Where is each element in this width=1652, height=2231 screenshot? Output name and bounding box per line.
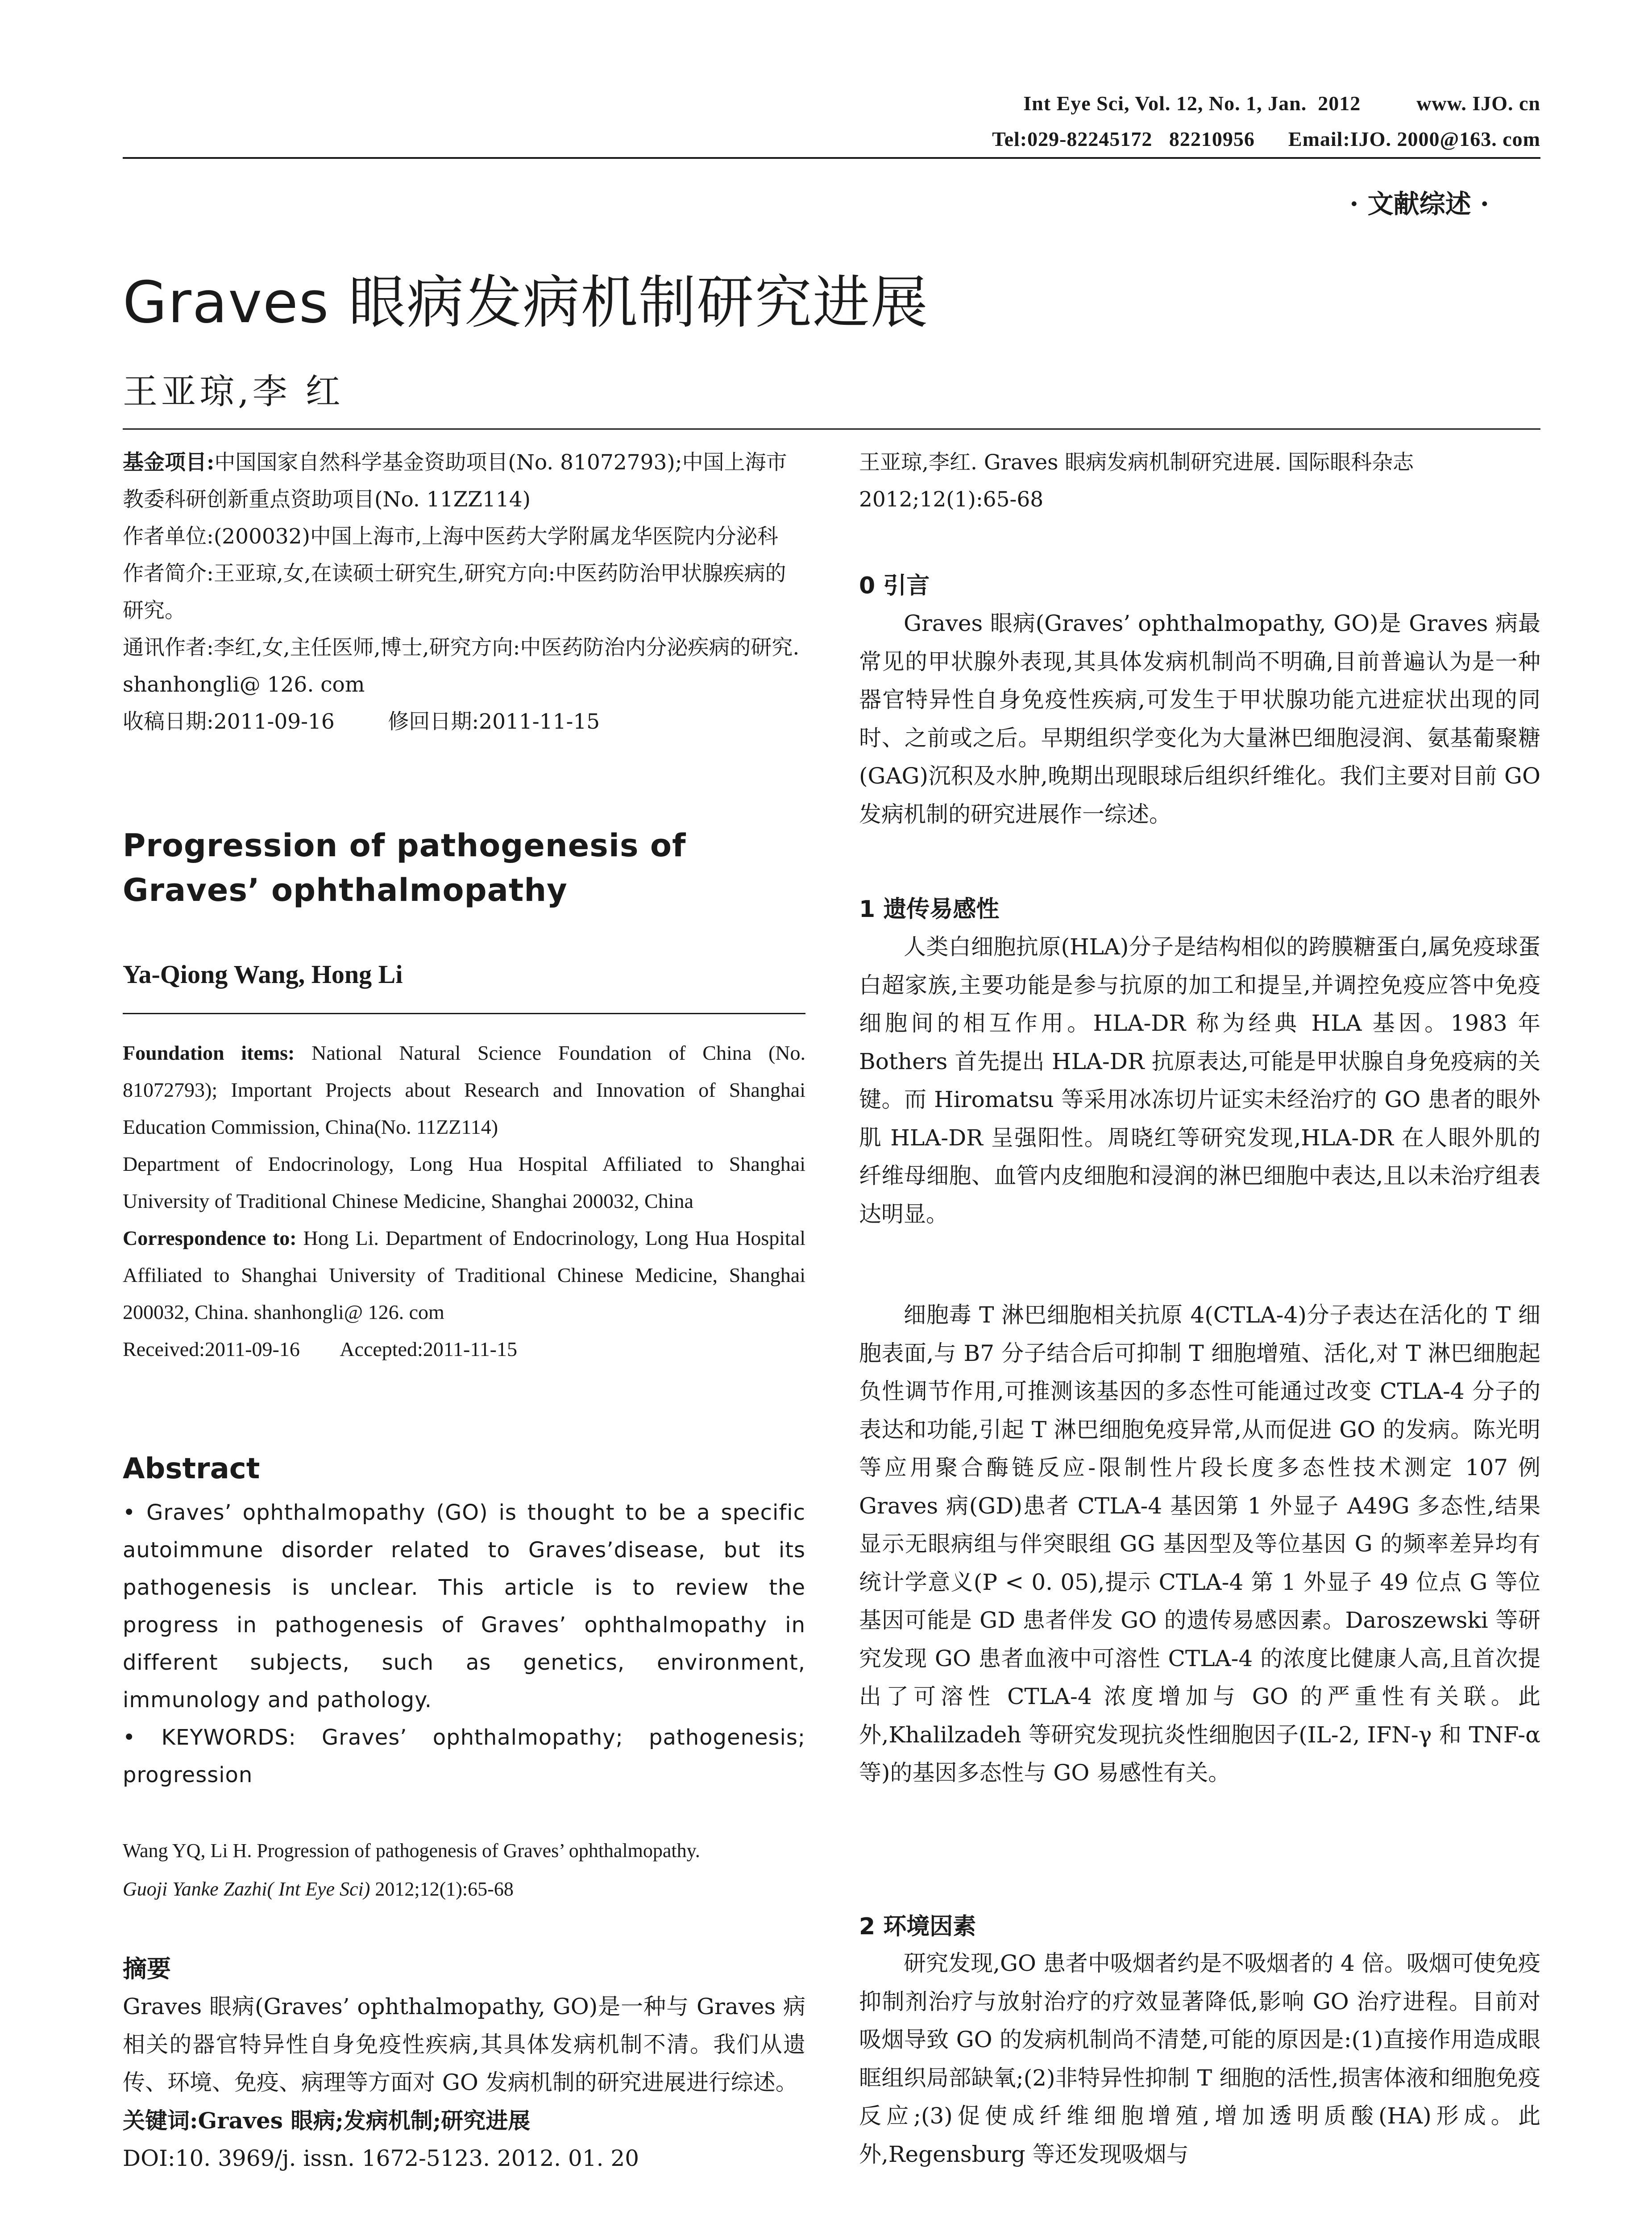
zhaiyao-heading: 摘要	[123, 1954, 171, 1983]
section-2-heading: 2 环境因素	[859, 1913, 976, 1940]
foundation-en-label: Foundation items:	[123, 1041, 295, 1064]
correspondence-en-text: Hong Li. Department of Endocrinology, Long Hua Hospital Affiliated to Shanghai University of Traditional Chinese Medicine, Shanghai 200032, China. shanhongli@ 126. com	[123, 1227, 805, 1323]
section-0-heading: 0 引言	[859, 572, 930, 599]
section-1-paragraph-2: 细胞毒 T 淋巴细胞相关抗原 4(CTLA-4)分子表达在活化的 T 细胞表面,与 B7 分子结合后可抑制 T 细胞增殖、活化,对 T 淋巴细胞起负性调节作用,可推测该基因的多态性可能通过改变 CTLA-4 分子的表达和功能,引起 T 淋巴细胞免疫异常,从而促进 GO 的发病。陈光明等应用聚合酶链反应-限制性片段长度多态性技术测定 107 例 Graves 病(GD)患者 CTLA-4 基因第 1 外显子 A49G 多态性,结果显示无眼病组与伴突眼组 GG 基因型及等位基因 G 的频率差异均有统计学意义(P < 0. 05),提示 CTLA-4 第 1 外显子 49 位点 G 等位基因可能是 GD 患者伴发 GO 的遗传易感因素。Daroszewski 等研究发现 GO 患者血液中可溶性 CTLA-4 的浓度比健康人高,且首次提出了可溶性 CTLA-4 浓度增加与 GO 的严重性有关联。此外,Khalilzadeh 等研究发现抗炎性细胞因子(IL-2, IFN-γ 和 TNF-α 等)的基因多态性与 GO 易感性有关。	[859, 1302, 1540, 1786]
citation-en-line2	[123, 1870, 805, 1908]
bio-cn: 作者简介:王亚琼,女,在读硕士研究生,研究方向:中医药防治甲状腺疾病的研究。	[123, 561, 786, 623]
header-rule	[123, 157, 1540, 159]
foundation-cn	[123, 444, 805, 518]
affiliation-cn: 作者单位:(200032)中国上海市,上海中医药大学附属龙华医院内分泌科	[123, 524, 778, 549]
journal-header: Int Eye Sci, Vol. 12, No. 1, Jan. 2012 www. IJO. cn	[1023, 92, 1540, 115]
section-0-body: Graves 眼病(Graves’ ophthalmopathy, GO)是 Graves 病最常见的甲状腺外表现,其具体发病机制尚不明确,目前普遍认为是一种器官特异性自身免疫性疾病,可发生于甲状腺功能亢进症状出现的同时、之前或之后。早期组织学变化为大量淋巴细胞浸润、氨基葡聚糖(GAG)沉积及水肿,晚期出现眼球后组织纤维化。我们主要对目前 GO 发病机制的研究进展作一综述。	[859, 610, 1540, 827]
zhaiyao-block	[123, 1988, 805, 2177]
section-1-paragraph-1: 人类白细胞抗原(HLA)分子是结构相似的跨膜糖蛋白,属免疫球蛋白超家族,主要功能是参与抗原的加工和提呈,并调控免疫应答中免疫细胞间的相互作用。HLA-DR 称为经典 HLA 基因。1983 年 Bothers 首先提出 HLA-DR 抗原表达,可能是甲状腺自身免疫病的关键。而 Hiromatsu 等采用冰冻切片证实未经治疗的 GO 患者的眼外肌 HLA-DR 呈强阳性。周晓红等研究发现,HLA-DR 在人眼外肌的纤维母细胞、血管内皮细胞和浸润的淋巴细胞中表达,且以未治疗组表达明显。	[859, 934, 1540, 1227]
correspondence-en-label: Correspondence to:	[123, 1227, 297, 1249]
citation-en-tail: 2012;12(1):65-68	[370, 1878, 514, 1900]
abstract-keywords: • KEYWORDS: Graves’ ophthalmopathy; pathogenesis; progression	[123, 1725, 805, 1787]
dates-cn: 收稿日期:2011-09-16 修回日期:2011-11-15	[123, 709, 600, 734]
cn-citation: 王亚琼,李红. Graves 眼病发病机制研究进展. 国际眼科杂志 2012;12(1):65-68	[859, 450, 1414, 512]
abstract-body: • Graves’ ophthalmopathy (GO) is thought to be a specific autoimmune disorder related to Graves’disease, but its pathogenesis is unclear. This article is to review the progress in pathogenesis of Graves’ ophthalmopathy in different subjects, such as genetics, environment, immunology and pathology.	[123, 1500, 805, 1713]
section-1-heading: 1 遗传易感性	[859, 896, 1000, 923]
section-tag: · 文献综述 ·	[1349, 189, 1489, 219]
title-rule	[123, 428, 1540, 430]
foundation-cn-text: 中国国家自然科学基金资助项目(No. 81072793);中国上海市教委科研创新重点资助项目(No. 11ZZ114)	[123, 450, 787, 512]
paper-title: Graves 眼病发病机制研究进展	[123, 270, 929, 336]
english-citation	[123, 1832, 805, 1908]
department-en: Department of Endocrinology, Long Hua Hospital Affiliated to Shanghai University of Traditional Chinese Medicine, Shanghai 200032, China	[123, 1153, 805, 1212]
en-metadata	[123, 1034, 805, 1368]
english-rule	[123, 1013, 805, 1014]
citation-en-line1: Wang YQ, Li H. Progression of pathogenesis of Graves’ ophthalmopathy.	[123, 1840, 700, 1862]
foundation-en	[123, 1034, 805, 1145]
received-en: Received:2011-09-16 Accepted:2011-11-15	[123, 1338, 517, 1360]
citation-en-journal: Guoji Yanke Zazhi( Int Eye Sci)	[123, 1878, 370, 1900]
section-2-body: 研究发现,GO 患者中吸烟者约是不吸烟者的 4 倍。吸烟可使免疫抑制剂治疗与放射治疗的疗效显著降低,影响 GO 治疗进程。目前对吸烟导致 GO 的发病机制尚不清楚,可能的原因是:(1)直接作用造成眼眶组织局部缺氧;(2)非特异性抑制 T 细胞的活性,损害体液和细胞免疫反应;(3)促使成纤维细胞增殖,增加透明质酸(HA)形成。此外,Regensburg 等还发现吸烟与	[859, 1950, 1540, 2167]
correspondence-en	[123, 1219, 805, 1331]
foundation-cn-label: 基金项目:	[123, 450, 215, 475]
paper-authors: 王亚琼,李 红	[123, 372, 344, 412]
cn-metadata	[123, 444, 805, 740]
abstract-heading: Abstract	[123, 1452, 260, 1485]
zhaiyao-keywords: 关键词:Graves 眼病;发病机制;研究进展	[123, 2107, 531, 2134]
correspondence-cn: 通讯作者:李红,女,主任医师,博士,研究方向:中医药防治内分泌疾病的研究. shanhongli@ 126. com	[123, 635, 800, 697]
english-authors: Ya-Qiong Wang, Hong Li	[123, 960, 403, 989]
journal-contact: Tel:029-82245172 82210956 Email:IJO. 2000@163. com	[992, 128, 1540, 150]
abstract-body-block	[123, 1494, 805, 1794]
doi: DOI:10. 3969/j. issn. 1672-5123. 2012. 01. 20	[123, 2145, 639, 2171]
zhaiyao-body: Graves 眼病(Graves’ ophthalmopathy, GO)是一种与 Graves 病相关的器官特异性自身免疫性疾病,其具体发病机制不清。我们从遗传、环境、免疫、病理等方面对 GO 发病机制的研究进展进行综述。	[123, 1994, 805, 2095]
foundation-en-text: National Natural Science Foundation of China (No. 81072793); Important Projects about Research and Innovation of Shanghai Education Commission, China(No. 11ZZ114)	[123, 1041, 805, 1138]
english-title: Progression of pathogenesis of Graves’ ophthalmopathy	[123, 827, 686, 908]
